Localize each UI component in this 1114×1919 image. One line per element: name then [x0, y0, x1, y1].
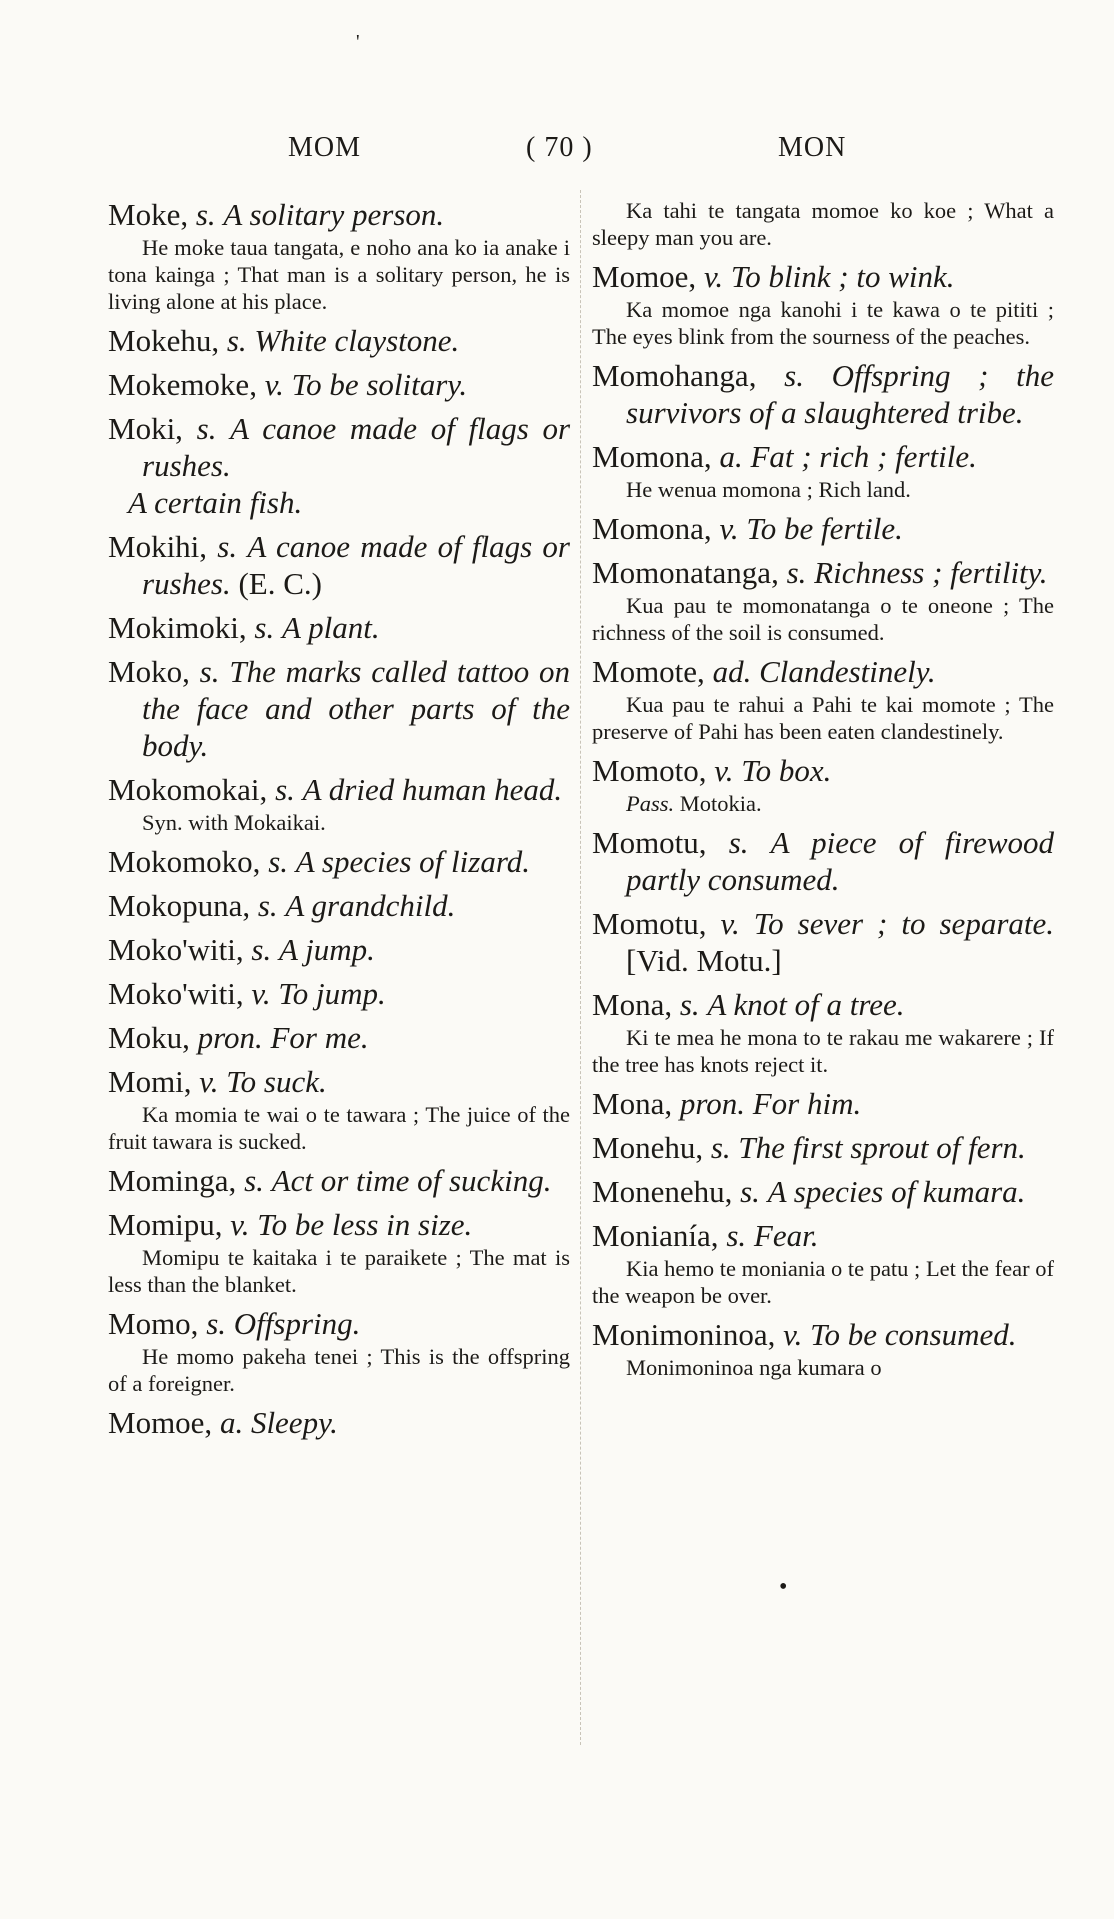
headword: Moko'witi,: [108, 932, 244, 967]
example-text: Monimoninoa nga kumara o: [626, 1355, 882, 1380]
example-text: Ka momoe nga kanohi i te kawa o te pititi ; The eyes blink from the sourness of the peaches.: [592, 297, 1054, 349]
entry-heading-line: [108, 528, 570, 602]
entry-heading-line: [108, 1019, 570, 1056]
dictionary-entry: [592, 554, 1054, 646]
part-of-speech: s.: [710, 1130, 731, 1165]
dictionary-entry: [108, 528, 570, 602]
definition: To suck.: [226, 1064, 327, 1099]
headword: Moko,: [108, 654, 190, 689]
part-of-speech: v.: [199, 1064, 219, 1099]
definition: The first sprout of fern.: [738, 1130, 1026, 1165]
dictionary-entry: [592, 824, 1054, 898]
example-text: Momipu te kaitaka i te paraikete ; The mat is less than the blanket.: [108, 1245, 570, 1297]
example-text: Kua pau te momonatanga o te oneone ; The richness of the soil is consumed.: [592, 593, 1054, 645]
dictionary-entry: [108, 1305, 570, 1397]
usage-example: [592, 592, 1054, 646]
example-text: He momo pakeha tenei ; This is the offspring of a foreigner.: [108, 1344, 570, 1396]
part-of-speech: s.: [784, 358, 804, 393]
part-of-speech: s.: [740, 1174, 760, 1209]
definition: The marks called tattoo on the face and other parts of the body.: [142, 654, 571, 763]
dictionary-entry: [592, 1085, 1054, 1122]
entry-heading-line: [108, 196, 570, 233]
entry-heading-line: [592, 986, 1054, 1023]
definition: Fat ; rich ; fertile.: [750, 439, 977, 474]
entry-heading-line: [592, 1085, 1054, 1122]
usage-example: [592, 790, 1054, 817]
definition: A dried human head.: [302, 772, 563, 807]
usage-example: [592, 197, 1054, 251]
dictionary-entry: [592, 1173, 1054, 1210]
example-text: He wenua momona ; Rich land.: [626, 477, 911, 502]
dictionary-entry: [108, 1063, 570, 1155]
dictionary-entry: [108, 1019, 570, 1056]
definition: A knot of a tree.: [707, 987, 905, 1022]
part-of-speech: s.: [199, 654, 220, 689]
headword: Momoto,: [592, 753, 707, 788]
entry-heading-line: [592, 752, 1054, 789]
headword: Mokemoke,: [108, 367, 257, 402]
dictionary-entry: [108, 1162, 570, 1199]
entry-heading-line: [108, 1063, 570, 1100]
dictionary-entry: [592, 986, 1054, 1078]
definition: To be solitary.: [291, 367, 468, 402]
page-header: [0, 132, 1114, 172]
definition: White claystone.: [254, 323, 460, 358]
left-column: [108, 196, 570, 1448]
part-of-speech: v.: [264, 367, 284, 402]
definition: To box.: [741, 753, 832, 788]
entry-heading-line: [592, 1129, 1054, 1166]
dictionary-entry: [108, 843, 570, 880]
definition: A grandchild.: [285, 888, 456, 923]
dictionary-entry: [108, 931, 570, 968]
part-of-speech: s.: [268, 844, 289, 879]
part-of-speech: s.: [679, 987, 700, 1022]
headword: Moki,: [108, 411, 183, 446]
usage-example: [108, 1244, 570, 1298]
part-of-speech: pron.: [679, 1086, 745, 1121]
headword: Mominga,: [108, 1163, 237, 1198]
entry-heading-line: [108, 1305, 570, 1342]
dictionary-entry: [592, 438, 1054, 503]
entry-heading-line: [592, 510, 1054, 547]
headword: Monimoninoa,: [592, 1317, 776, 1352]
part-of-speech: s.: [206, 1306, 227, 1341]
entry-heading-line: [592, 357, 1054, 431]
entry-heading-line: [108, 1162, 570, 1199]
dictionary-entry: [108, 196, 570, 315]
headword: Momoe,: [592, 259, 697, 294]
entry-heading-line: [108, 1206, 570, 1243]
definition: A canoe made of flags or rushes.: [142, 411, 571, 483]
entry-heading-line: [592, 438, 1054, 475]
definition: Fear.: [753, 1218, 819, 1253]
part-of-speech: s.: [217, 529, 238, 564]
dictionary-entry: [592, 1217, 1054, 1309]
entry-heading-line: [592, 1217, 1054, 1254]
definition: A species of lizard.: [295, 844, 530, 879]
definition: To jump.: [278, 976, 386, 1011]
entry-heading-line: [108, 1404, 570, 1441]
column-divider: [580, 190, 581, 1745]
headword: Moke,: [108, 197, 189, 232]
dictionary-entry: [108, 609, 570, 646]
definition: To sever ; to separate.: [753, 906, 1055, 941]
cross-reference: (E. C.): [238, 566, 322, 601]
usage-example: [592, 296, 1054, 350]
part-of-speech: v.: [703, 259, 724, 294]
header-left-guide-word: MOM: [288, 132, 362, 163]
headword: Momonatanga,: [592, 555, 779, 590]
headword: Momo,: [108, 1306, 199, 1341]
usage-example: [108, 1101, 570, 1155]
entry-heading-line: [592, 1173, 1054, 1210]
part-of-speech: v.: [719, 511, 739, 546]
usage-example: [108, 809, 570, 836]
usage-example: [592, 1354, 1054, 1381]
part-of-speech: s.: [254, 610, 275, 645]
definition: Offspring.: [233, 1306, 361, 1341]
headword: Mokihi,: [108, 529, 208, 564]
dictionary-entry: [108, 366, 570, 403]
definition: A canoe made of flags or rushes.: [142, 529, 571, 601]
dictionary-entry: [108, 653, 570, 764]
entry-heading-line: [592, 824, 1054, 898]
entry-heading-line: [108, 410, 570, 484]
entry-heading-line: [108, 975, 570, 1012]
definition: Clandestinely.: [759, 654, 936, 689]
entry-heading-line: [108, 887, 570, 924]
dictionary-entry: [592, 357, 1054, 431]
cross-reference: [Vid. Motu.]: [626, 943, 782, 978]
entry-heading-line: [108, 843, 570, 880]
usage-example: [592, 1024, 1054, 1078]
stray-dot-mark: •: [779, 1574, 788, 1600]
definition: Sleepy.: [250, 1405, 338, 1440]
dictionary-entry: [108, 1404, 570, 1441]
dictionary-entry: [108, 1206, 570, 1298]
headword: Mokomoko,: [108, 844, 261, 879]
definition: For him.: [752, 1086, 862, 1121]
usage-example: [592, 691, 1054, 745]
part-of-speech: s.: [196, 411, 217, 446]
dictionary-entry: [108, 887, 570, 924]
stray-mark: ': [356, 31, 360, 53]
headword: Momi,: [108, 1064, 192, 1099]
part-of-speech: v.: [720, 906, 740, 941]
page-number: ( 70 ): [526, 132, 593, 163]
example-text: Syn. with Mokaikai.: [142, 810, 326, 835]
headword: Mona,: [592, 1086, 673, 1121]
headword: Momoe,: [108, 1405, 213, 1440]
headword: Moko'witi,: [108, 976, 244, 1011]
right-column: [592, 196, 1054, 1388]
example-label: Pass.: [626, 791, 675, 816]
dictionary-entry: [592, 752, 1054, 817]
dictionary-entry: [592, 510, 1054, 547]
headword: Moku,: [108, 1020, 190, 1055]
part-of-speech: v.: [783, 1317, 803, 1352]
headword: Mokehu,: [108, 323, 220, 358]
headword: Mokomokai,: [108, 772, 268, 807]
headword: Momote,: [592, 654, 705, 689]
definition: Offspring ; the survivors of a slaughtered tribe.: [626, 358, 1055, 430]
example-text: Ka tahi te tangata momoe ko koe ; What a sleepy man you are.: [592, 198, 1054, 250]
headword: Mona,: [592, 987, 673, 1022]
headword: Momona,: [592, 511, 712, 546]
usage-example: [108, 234, 570, 315]
part-of-speech: s.: [275, 772, 295, 807]
example-text: Kia hemo te moniania o te patu ; Let the fear of the weapon be over.: [592, 1256, 1054, 1308]
entry-heading-line: [108, 931, 570, 968]
definition: A jump.: [278, 932, 375, 967]
headword: Monenehu,: [592, 1174, 733, 1209]
entry-heading-line: [592, 905, 1054, 979]
definition: For me.: [270, 1020, 369, 1055]
example-text: He moke taua tangata, e noho ana ko ia anake i tona kainga ; That man is a solitary person, he is living alone at his place.: [108, 235, 570, 314]
entry-heading-line: [108, 609, 570, 646]
definition: A species of kumara.: [767, 1174, 1026, 1209]
part-of-speech: v.: [251, 976, 271, 1011]
example-text: Motokia.: [679, 791, 762, 816]
part-of-speech: v.: [714, 753, 734, 788]
headword: Monianía,: [592, 1218, 719, 1253]
part-of-speech: s.: [244, 1163, 264, 1198]
part-of-speech: s.: [728, 825, 749, 860]
header-right-guide-word: MON: [778, 132, 847, 163]
dictionary-entry: [592, 905, 1054, 979]
entry-heading-line: [592, 554, 1054, 591]
dictionary-entry: [592, 197, 1054, 251]
usage-example: [592, 476, 1054, 503]
headword: Momotu,: [592, 906, 707, 941]
definition: Act or time of sucking.: [271, 1163, 552, 1198]
headword: Mokopuna,: [108, 888, 251, 923]
definition: A solitary person.: [223, 197, 445, 232]
entry-heading-line: [108, 771, 570, 808]
usage-example: [592, 1255, 1054, 1309]
part-of-speech: s.: [195, 197, 216, 232]
example-text: Ka momia te wai o te tawara ; The juice of the fruit tawara is sucked.: [108, 1102, 570, 1154]
entry-heading-line: [108, 366, 570, 403]
usage-example: [108, 1343, 570, 1397]
dictionary-entry: [592, 1129, 1054, 1166]
part-of-speech: v.: [230, 1207, 250, 1242]
definition: To be fertile.: [746, 511, 903, 546]
example-text: Kua pau te rahui a Pahi te kai momote ; The preserve of Pahi has been eaten clandestinely.: [592, 692, 1054, 744]
dictionary-entry: [592, 1316, 1054, 1381]
entry-heading-line: [108, 322, 570, 359]
headword: Momohanga,: [592, 358, 757, 393]
example-text: Ki te mea he mona to te rakau me wakarere ; If the tree has knots reject it.: [592, 1025, 1054, 1077]
dictionary-entry: [592, 258, 1054, 350]
part-of-speech: s.: [257, 888, 278, 923]
part-of-speech: s.: [251, 932, 272, 967]
definition: To be consumed.: [810, 1317, 1017, 1352]
part-of-speech: ad.: [712, 654, 752, 689]
part-of-speech: s.: [726, 1218, 747, 1253]
secondary-definition: A certain fish.: [128, 485, 303, 520]
definition: To be less in size.: [257, 1207, 473, 1242]
part-of-speech: a.: [219, 1405, 244, 1440]
part-of-speech: s.: [226, 323, 247, 358]
dictionary-entry: [108, 322, 570, 359]
definition: A plant.: [281, 610, 380, 645]
entry-heading-line: [592, 258, 1054, 295]
entry-heading-line: [592, 653, 1054, 690]
headword: Momona,: [592, 439, 712, 474]
part-of-speech: pron.: [197, 1020, 263, 1055]
part-of-speech: s.: [786, 555, 807, 590]
dictionary-entry: [108, 771, 570, 836]
part-of-speech: a.: [719, 439, 743, 474]
definition: A piece of firewood partly consumed.: [626, 825, 1055, 897]
entry-heading-line: [108, 653, 570, 764]
dictionary-entry: [592, 653, 1054, 745]
definition: To blink ; to wink.: [730, 259, 955, 294]
entry-heading-line: [592, 1316, 1054, 1353]
headword: Mokimoki,: [108, 610, 247, 645]
dictionary-entry: [108, 410, 570, 521]
dictionary-entry: [108, 975, 570, 1012]
definition: Richness ; fertility.: [814, 555, 1048, 590]
headword: Momipu,: [108, 1207, 223, 1242]
headword: Momotu,: [592, 825, 707, 860]
headword: Monehu,: [592, 1130, 704, 1165]
